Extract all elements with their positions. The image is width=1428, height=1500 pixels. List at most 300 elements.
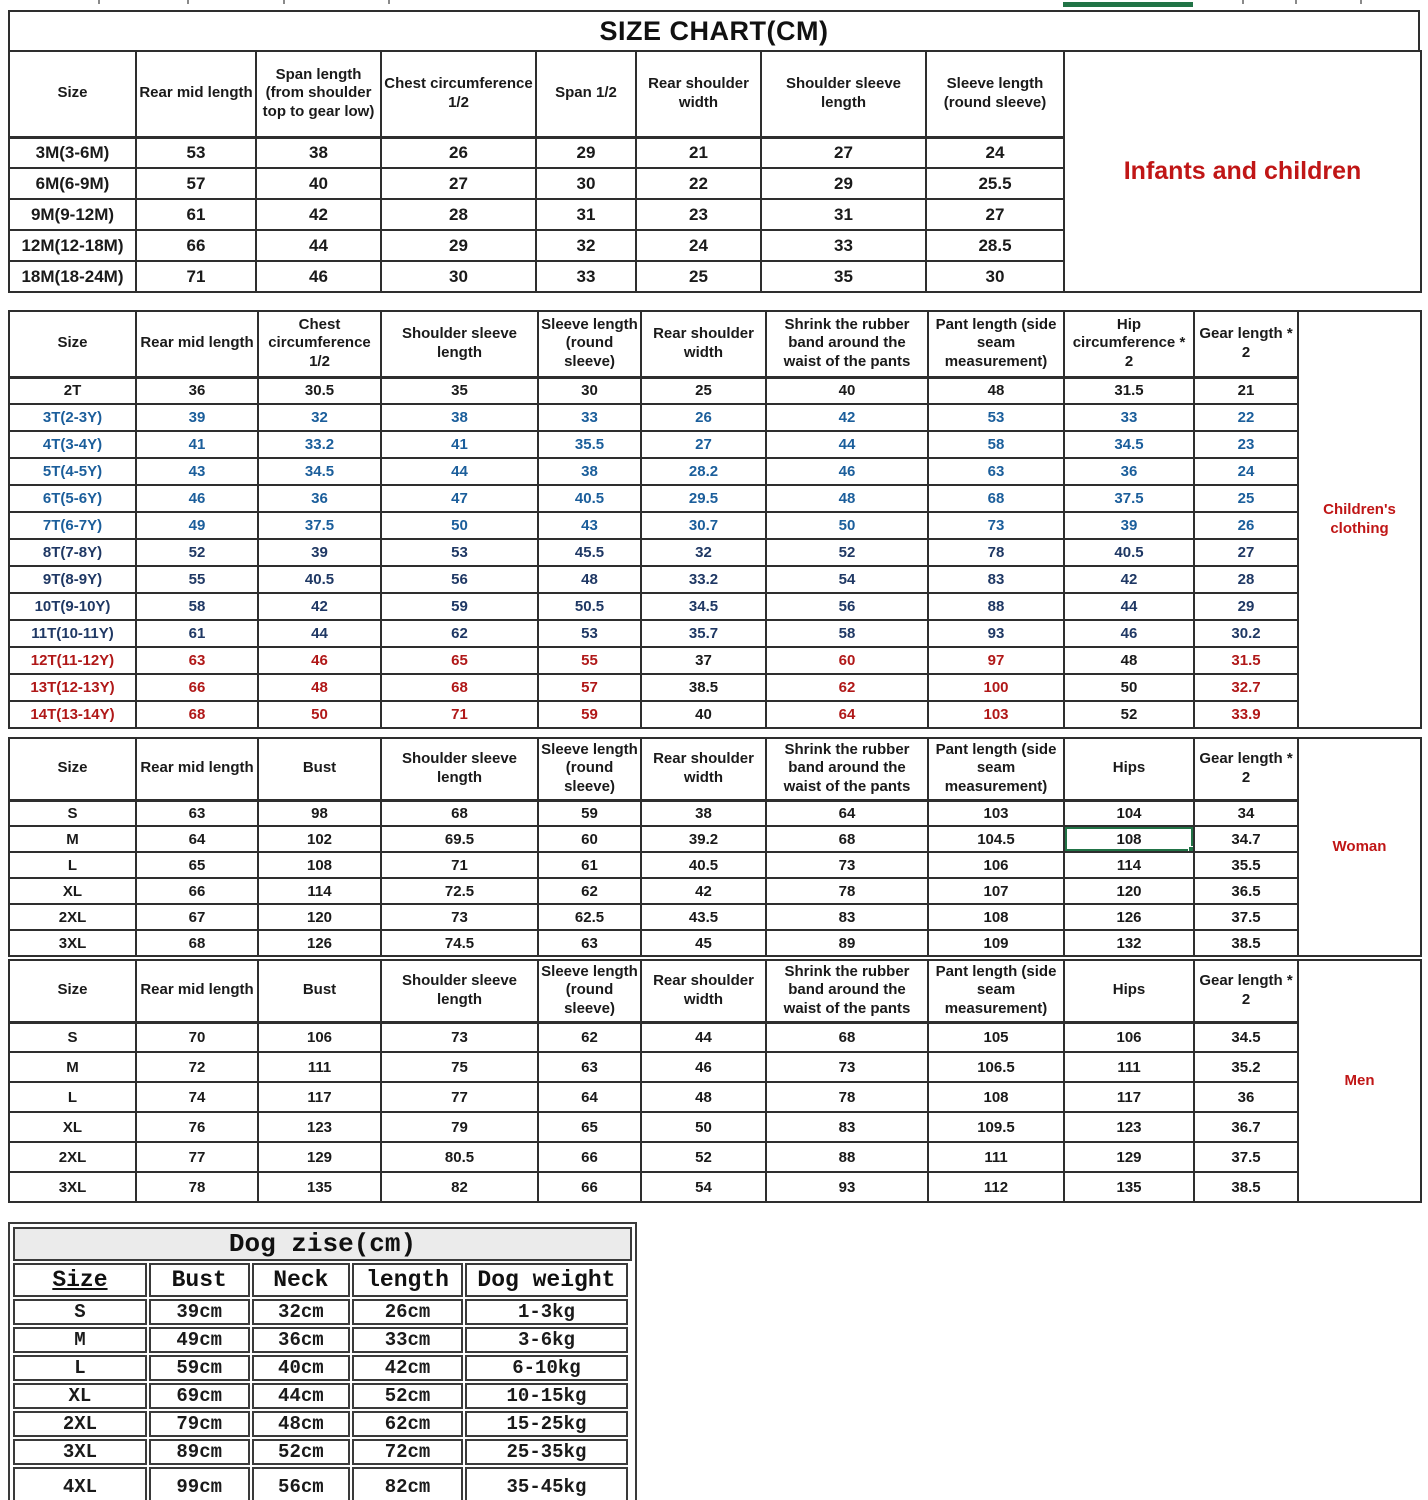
column-header: Size	[9, 960, 136, 1022]
value-cell: 44	[641, 1022, 766, 1052]
size-cell: L	[9, 852, 136, 878]
value-cell: 66	[538, 1172, 641, 1202]
value-cell: 46	[256, 261, 381, 292]
value-cell: 108	[928, 1082, 1064, 1112]
value-cell: 36	[1064, 458, 1194, 485]
value-cell: 33	[536, 261, 636, 292]
value-cell: 126	[1064, 904, 1194, 930]
size-cell: 3M(3-6M)	[9, 137, 136, 168]
value-cell: 58	[766, 620, 928, 647]
column-header: Shoulder sleeve length	[381, 738, 538, 800]
value-cell: 70	[136, 1022, 258, 1052]
dog-size-frame	[8, 1222, 637, 1500]
value-cell: 38.5	[1194, 930, 1298, 956]
value-cell: 48	[1064, 647, 1194, 674]
table-row	[9, 674, 1421, 701]
value-cell: 35.2	[1194, 1052, 1298, 1082]
value-cell: 46	[641, 1052, 766, 1082]
value-cell: 59cm	[149, 1355, 250, 1381]
value-cell: 22	[1194, 404, 1298, 431]
value-cell: 46	[258, 647, 381, 674]
value-cell: 40.5	[258, 566, 381, 593]
value-cell: 34.5	[258, 458, 381, 485]
value-cell: 28	[381, 199, 536, 230]
column-header: Dog weight	[465, 1263, 628, 1297]
value-cell: 42	[1064, 566, 1194, 593]
size-cell: 3T(2-3Y)	[9, 404, 136, 431]
table-row	[9, 904, 1421, 930]
value-cell: 88	[766, 1142, 928, 1172]
value-cell: 111	[1064, 1052, 1194, 1082]
value-cell: 66	[136, 230, 256, 261]
table-row	[13, 1439, 628, 1465]
size-cell: XL	[9, 1112, 136, 1142]
value-cell: 73	[766, 852, 928, 878]
value-cell: 27	[641, 431, 766, 458]
value-cell: 38	[641, 800, 766, 826]
header-row	[9, 738, 1421, 800]
column-header: Rear mid length	[136, 51, 256, 137]
group-label: Woman	[1298, 738, 1421, 956]
value-cell: 34.7	[1194, 826, 1298, 852]
value-cell: 78	[136, 1172, 258, 1202]
value-cell: 35	[381, 377, 538, 404]
value-cell: 68	[136, 701, 258, 728]
size-cell: 12T(11-12Y)	[9, 647, 136, 674]
value-cell: 34.5	[1064, 431, 1194, 458]
value-cell: 120	[1064, 878, 1194, 904]
value-cell: 68	[381, 674, 538, 701]
value-cell: 39cm	[149, 1299, 250, 1325]
column-header: Rear shoulder width	[641, 960, 766, 1022]
table-row	[9, 701, 1421, 728]
value-cell: 60	[538, 826, 641, 852]
value-cell: 50	[766, 512, 928, 539]
value-cell: 72.5	[381, 878, 538, 904]
value-cell: 44	[1064, 593, 1194, 620]
size-cell: 4XL	[13, 1467, 147, 1500]
value-cell: 52	[766, 539, 928, 566]
value-cell: 61	[136, 620, 258, 647]
value-cell: 65	[136, 852, 258, 878]
size-cell: M	[9, 1052, 136, 1082]
value-cell: 3-6kg	[465, 1327, 628, 1353]
value-cell: 31	[761, 199, 926, 230]
value-cell: 36	[258, 485, 381, 512]
value-cell: 63	[538, 1052, 641, 1082]
value-cell: 29	[1194, 593, 1298, 620]
value-cell: 79cm	[149, 1411, 250, 1437]
value-cell: 44	[258, 620, 381, 647]
column-header: length	[352, 1263, 463, 1297]
value-cell: 26	[641, 404, 766, 431]
value-cell: 34.5	[1194, 1022, 1298, 1052]
value-cell: 39.2	[641, 826, 766, 852]
column-header: Span length (from shoulder top to gear low)	[256, 51, 381, 137]
value-cell: 22	[636, 168, 761, 199]
value-cell: 33cm	[352, 1327, 463, 1353]
value-cell: 67	[136, 904, 258, 930]
value-cell: 10-15kg	[465, 1383, 628, 1409]
value-cell: 68	[381, 800, 538, 826]
header-row	[13, 1263, 628, 1297]
column-header: Shoulder sleeve length	[381, 311, 538, 377]
value-cell: 38	[538, 458, 641, 485]
value-cell: 76	[136, 1112, 258, 1142]
value-cell: 73	[381, 1022, 538, 1052]
value-cell: 106	[258, 1022, 381, 1052]
value-cell: 50	[641, 1112, 766, 1142]
value-cell: 44	[256, 230, 381, 261]
table-row	[9, 647, 1421, 674]
value-cell: 24	[1194, 458, 1298, 485]
column-header: Hip circumference * 2	[1064, 311, 1194, 377]
infants-table	[8, 10, 1422, 293]
value-cell: 32.7	[1194, 674, 1298, 701]
value-cell: 69.5	[381, 826, 538, 852]
children-table	[8, 310, 1422, 729]
value-cell: 23	[1194, 431, 1298, 458]
men-table	[8, 959, 1422, 1203]
value-cell: 29.5	[641, 485, 766, 512]
size-cell: 13T(12-13Y)	[9, 674, 136, 701]
column-header: Rear shoulder width	[641, 738, 766, 800]
table-row	[9, 377, 1421, 404]
value-cell: 27	[761, 137, 926, 168]
value-cell: 31.5	[1194, 647, 1298, 674]
value-cell: 78	[766, 878, 928, 904]
size-cell: M	[13, 1327, 147, 1353]
column-header: Pant length (side seam measurement)	[928, 311, 1064, 377]
value-cell: 39	[1064, 512, 1194, 539]
value-cell: 36.5	[1194, 878, 1298, 904]
value-cell: 23	[636, 199, 761, 230]
value-cell: 27	[926, 199, 1064, 230]
value-cell: 38.5	[641, 674, 766, 701]
value-cell: 46	[1064, 620, 1194, 647]
value-cell: 123	[258, 1112, 381, 1142]
value-cell: 37	[641, 647, 766, 674]
value-cell: 33	[761, 230, 926, 261]
column-header: Gear length * 2	[1194, 311, 1298, 377]
value-cell: 89	[766, 930, 928, 956]
value-cell: 52	[136, 539, 258, 566]
value-cell: 29	[381, 230, 536, 261]
table-row	[13, 1299, 628, 1325]
value-cell: 28.2	[641, 458, 766, 485]
value-cell: 30	[538, 377, 641, 404]
value-cell: 33	[538, 404, 641, 431]
value-cell: 46	[766, 458, 928, 485]
value-cell: 40	[256, 168, 381, 199]
column-header: Chest circumference 1/2	[258, 311, 381, 377]
value-cell: 48	[538, 566, 641, 593]
value-cell: 40.5	[1064, 539, 1194, 566]
value-cell: 44	[381, 458, 538, 485]
value-cell: 36	[136, 377, 258, 404]
table-row	[9, 458, 1421, 485]
value-cell: 40	[766, 377, 928, 404]
value-cell: 36cm	[252, 1327, 351, 1353]
value-cell: 66	[538, 1142, 641, 1172]
value-cell: 26	[381, 137, 536, 168]
column-header: Rear mid length	[136, 960, 258, 1022]
value-cell: 58	[928, 431, 1064, 458]
value-cell: 73	[381, 904, 538, 930]
gridline-tick	[98, 0, 100, 4]
size-cell: 6M(6-9M)	[9, 168, 136, 199]
value-cell: 35.5	[1194, 852, 1298, 878]
value-cell: 62.5	[538, 904, 641, 930]
value-cell: 25	[641, 377, 766, 404]
value-cell: 99cm	[149, 1467, 250, 1500]
value-cell: 21	[1194, 377, 1298, 404]
table-row	[9, 1172, 1421, 1202]
value-cell: 109.5	[928, 1112, 1064, 1142]
table-row	[9, 539, 1421, 566]
value-cell: 54	[641, 1172, 766, 1202]
value-cell: 66	[136, 878, 258, 904]
size-cell: 7T(6-7Y)	[9, 512, 136, 539]
column-header: Shrink the rubber band around the waist of the pants	[766, 738, 928, 800]
table-row	[9, 930, 1421, 956]
value-cell: 40.5	[641, 852, 766, 878]
value-cell: 44	[766, 431, 928, 458]
value-cell: 53	[136, 137, 256, 168]
value-cell: 50	[258, 701, 381, 728]
value-cell: 63	[538, 930, 641, 956]
value-cell: 93	[766, 1172, 928, 1202]
value-cell: 65	[381, 647, 538, 674]
value-cell: 28	[1194, 566, 1298, 593]
value-cell: 71	[136, 261, 256, 292]
value-cell: 52cm	[352, 1383, 463, 1409]
value-cell: 68	[136, 930, 258, 956]
dog-table-title: Dog zise(cm)	[13, 1227, 632, 1261]
size-cell: S	[13, 1299, 147, 1325]
value-cell: 53	[928, 404, 1064, 431]
value-cell: 66	[136, 674, 258, 701]
value-cell: 38	[381, 404, 538, 431]
value-cell: 73	[928, 512, 1064, 539]
value-cell: 57	[538, 674, 641, 701]
column-header: Size	[9, 738, 136, 800]
table-row	[13, 1467, 628, 1500]
value-cell: 38	[256, 137, 381, 168]
value-cell: 26	[1194, 512, 1298, 539]
column-header: Rear shoulder width	[636, 51, 761, 137]
column-header: Shoulder sleeve length	[761, 51, 926, 137]
table-row	[9, 485, 1421, 512]
value-cell: 104.5	[928, 826, 1064, 852]
value-cell: 45.5	[538, 539, 641, 566]
value-cell: 129	[1064, 1142, 1194, 1172]
size-cell: 12M(12-18M)	[9, 230, 136, 261]
value-cell: 135	[258, 1172, 381, 1202]
value-cell: 83	[766, 1112, 928, 1142]
column-header: Size	[9, 311, 136, 377]
value-cell: 103	[928, 701, 1064, 728]
group-label: Infants and children	[1064, 51, 1421, 292]
value-cell: 107	[928, 878, 1064, 904]
size-cell: 3XL	[9, 1172, 136, 1202]
table-row	[9, 852, 1421, 878]
value-cell: 59	[538, 701, 641, 728]
value-cell: 64	[136, 826, 258, 852]
value-cell: 42	[641, 878, 766, 904]
size-cell: S	[9, 1022, 136, 1052]
size-cell: 2XL	[9, 1142, 136, 1172]
value-cell: 63	[928, 458, 1064, 485]
value-cell: 48	[258, 674, 381, 701]
value-cell: 48	[766, 485, 928, 512]
value-cell: 29	[536, 137, 636, 168]
value-cell: 78	[928, 539, 1064, 566]
table-row	[13, 1355, 628, 1381]
value-cell: 33	[1064, 404, 1194, 431]
woman-table	[8, 737, 1422, 957]
column-header: Sleeve length (round sleeve)	[538, 738, 641, 800]
value-cell: 55	[136, 566, 258, 593]
column-header: Rear mid length	[136, 738, 258, 800]
table-row	[9, 1022, 1421, 1052]
column-header: Hips	[1064, 960, 1194, 1022]
value-cell: 41	[381, 431, 538, 458]
value-cell: 50	[381, 512, 538, 539]
value-cell: 112	[928, 1172, 1064, 1202]
group-label: Men	[1298, 960, 1421, 1202]
value-cell: 62	[538, 1022, 641, 1052]
value-cell: 30	[381, 261, 536, 292]
value-cell: 30	[926, 261, 1064, 292]
value-cell: 40.5	[538, 485, 641, 512]
value-cell: 103	[928, 800, 1064, 826]
column-header: Size	[13, 1263, 147, 1297]
value-cell: 26cm	[352, 1299, 463, 1325]
value-cell: 25	[1194, 485, 1298, 512]
value-cell: 64	[538, 1082, 641, 1112]
column-header: Shrink the rubber band around the waist of the pants	[766, 960, 928, 1022]
value-cell: 62	[538, 878, 641, 904]
value-cell: 43	[136, 458, 258, 485]
value-cell: 109	[928, 930, 1064, 956]
dog-size-table	[11, 1261, 630, 1500]
value-cell: 93	[928, 620, 1064, 647]
gridline-tick	[1360, 0, 1362, 4]
value-cell: 6-10kg	[465, 1355, 628, 1381]
value-cell: 47	[381, 485, 538, 512]
value-cell: 43.5	[641, 904, 766, 930]
value-cell: 33.2	[641, 566, 766, 593]
value-cell: 15-25kg	[465, 1411, 628, 1437]
value-cell: 30	[536, 168, 636, 199]
gridline-tick	[1295, 0, 1297, 4]
value-cell: 71	[381, 852, 538, 878]
column-header: Rear mid length	[136, 311, 258, 377]
size-cell: 10T(9-10Y)	[9, 593, 136, 620]
size-cell: 14T(13-14Y)	[9, 701, 136, 728]
column-header: Gear length * 2	[1194, 960, 1298, 1022]
value-cell: 105	[928, 1022, 1064, 1052]
value-cell: 55	[538, 647, 641, 674]
table-row	[9, 1052, 1421, 1082]
value-cell: 104	[1064, 800, 1194, 826]
column-header: Sleeve length (round sleeve)	[926, 51, 1064, 137]
table-row	[9, 431, 1421, 458]
value-cell: 21	[636, 137, 761, 168]
value-cell: 111	[258, 1052, 381, 1082]
value-cell: 42	[766, 404, 928, 431]
table-row	[9, 826, 1421, 852]
value-cell: 35	[761, 261, 926, 292]
column-header: Size	[9, 51, 136, 137]
value-cell: 32	[641, 539, 766, 566]
value-cell: 52cm	[252, 1439, 351, 1465]
size-cell: 5T(4-5Y)	[9, 458, 136, 485]
value-cell: 117	[258, 1082, 381, 1112]
size-cell: XL	[9, 878, 136, 904]
column-header: Shrink the rubber band around the waist of the pants	[766, 311, 928, 377]
size-cell: 9T(8-9Y)	[9, 566, 136, 593]
gridline-tick	[283, 0, 285, 4]
value-cell: 63	[136, 800, 258, 826]
value-cell: 68	[766, 826, 928, 852]
value-cell: 114	[1064, 852, 1194, 878]
value-cell: 44cm	[252, 1383, 351, 1409]
value-cell: 61	[136, 199, 256, 230]
value-cell: 50	[1064, 674, 1194, 701]
value-cell: 89cm	[149, 1439, 250, 1465]
size-cell: 3XL	[9, 930, 136, 956]
value-cell: 68	[766, 1022, 928, 1052]
column-header: Sleeve length (round sleeve)	[538, 960, 641, 1022]
value-cell: 82	[381, 1172, 538, 1202]
value-cell: 83	[928, 566, 1064, 593]
value-cell: 43	[538, 512, 641, 539]
dog-table	[8, 1222, 637, 1500]
value-cell: 83	[766, 904, 928, 930]
size-cell: L	[13, 1355, 147, 1381]
value-cell: 126	[258, 930, 381, 956]
column-header: Bust	[258, 960, 381, 1022]
value-cell: 37.5	[1064, 485, 1194, 512]
value-cell: 80.5	[381, 1142, 538, 1172]
value-cell: 48cm	[252, 1411, 351, 1437]
value-cell: 64	[766, 701, 928, 728]
value-cell: 57	[136, 168, 256, 199]
value-cell: 53	[381, 539, 538, 566]
value-cell: 42cm	[352, 1355, 463, 1381]
value-cell: 32	[258, 404, 381, 431]
value-cell: 34.5	[641, 593, 766, 620]
size-cell: 2XL	[9, 904, 136, 930]
value-cell: 63	[136, 647, 258, 674]
table-row	[13, 1383, 628, 1409]
value-cell: 34	[1194, 800, 1298, 826]
value-cell: 75	[381, 1052, 538, 1082]
table-row	[13, 1327, 628, 1353]
value-cell: 30.7	[641, 512, 766, 539]
gridline-tick	[388, 0, 390, 4]
value-cell: 49	[136, 512, 258, 539]
value-cell: 68	[928, 485, 1064, 512]
size-cell: 2XL	[13, 1411, 147, 1437]
value-cell: 30.2	[1194, 620, 1298, 647]
size-cell: 8T(7-8Y)	[9, 539, 136, 566]
table-row	[9, 1142, 1421, 1172]
value-cell: 65	[538, 1112, 641, 1142]
children-size-table	[8, 310, 1422, 729]
